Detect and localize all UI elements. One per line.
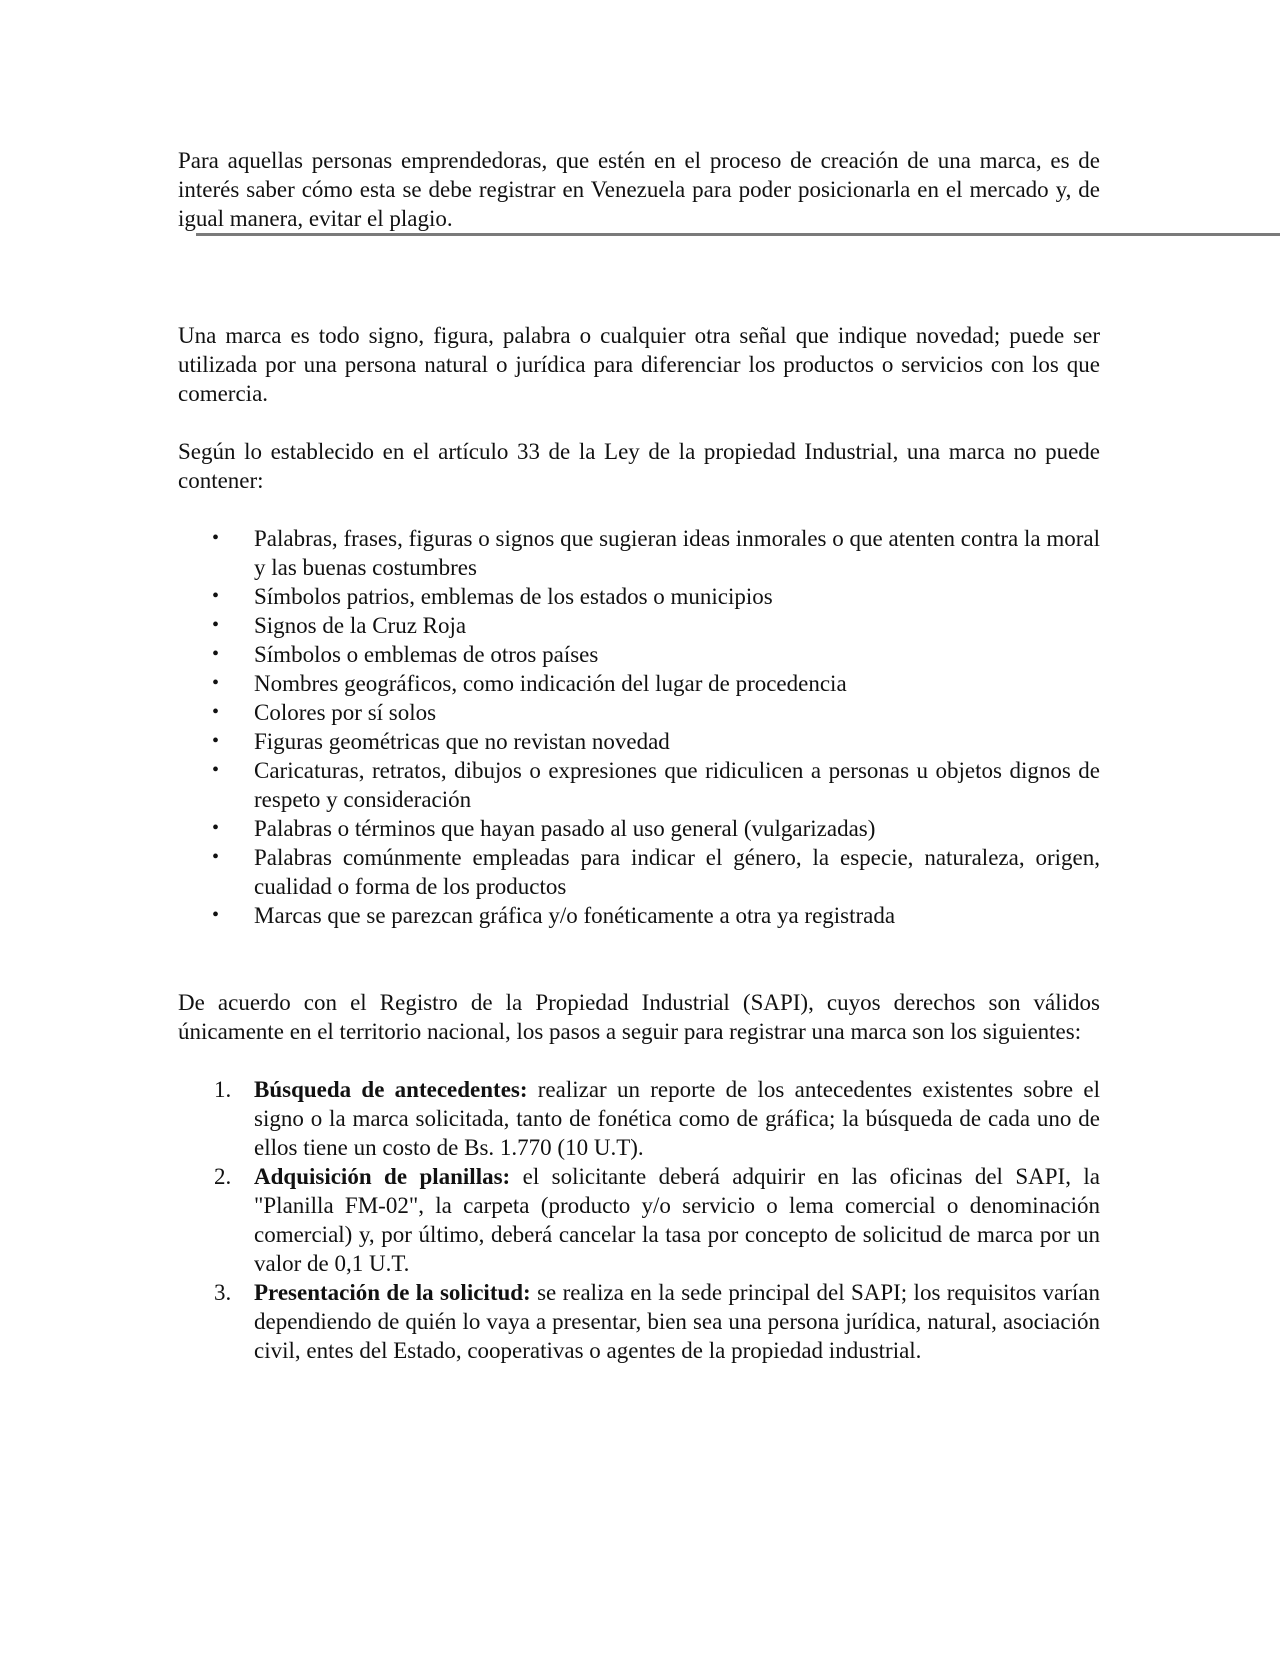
list-item: • Caricaturas, retratos, dibujos o expresiones que ridiculicen a personas u objetos dignos de respeto y consideración	[212, 758, 1100, 812]
list-item: • Símbolos patrios, emblemas de los estados o municipios	[212, 584, 773, 609]
list-item: • Nombres geográficos, como indicación del lugar de procedencia	[212, 671, 847, 696]
step-number: 3.	[214, 1280, 232, 1305]
step-title: Presentación de la solicitud:	[254, 1280, 531, 1305]
article-paragraph: Según lo establecido en el artículo 33 de la Ley de la propiedad Industrial, una marca no puede contener:	[178, 439, 1100, 493]
intro-paragraph: Para aquellas personas emprendedoras, que estén en el proceso de creación de una marca, es de interés saber cómo esta se debe registrar en Venezuela para poder posicionarla en el mercado y, de igual manera, evitar el plagio.	[178, 148, 1100, 231]
step-item	[178, 1278, 1100, 1365]
bullet-icon: •	[212, 759, 220, 781]
document-body	[178, 146, 1100, 1365]
bullet-icon: •	[212, 585, 220, 607]
bullet-icon: •	[212, 904, 220, 926]
list-item: • Signos de la Cruz Roja	[212, 613, 467, 638]
step-text: se realiza en la sede principal del SAPI; los requisitos varían dependiendo de quién lo vaya a presentar, bien sea una persona jurídica, natural, asociación civil, entes del Estado, cooperativas o agentes de la propiedad industrial.	[254, 1280, 1100, 1363]
list-item: • Palabras, frases, figuras o signos que sugieran ideas inmorales o que atenten contra la moral y las buenas costumbres	[212, 526, 1100, 580]
step-item	[178, 1075, 1100, 1162]
definition-paragraph: Una marca es todo signo, figura, palabra o cualquier otra señal que indique novedad; puede ser utilizada por una persona natural o jurídica para diferenciar los productos o servicios con los que comercia.	[178, 323, 1100, 406]
step-number: 1.	[214, 1077, 232, 1102]
step-text: realizar un reporte de los antecedentes existentes sobre el signo o la marca solicitada, tanto de fonética como de gráfica; la búsqueda de cada uno de ellos tiene un costo de Bs. 1.770 (10 U.T).	[254, 1077, 1100, 1160]
steps-list	[178, 1075, 1100, 1365]
list-item: • Figuras geométricas que no revistan novedad	[212, 729, 670, 754]
steps-intro-paragraph: De acuerdo con el Registro de la Propiedad Industrial (SAPI), cuyos derechos son válidos únicamente en el territorio nacional, los pasos a seguir para registrar una marca son los siguientes:	[178, 990, 1100, 1044]
bullet-icon: •	[212, 672, 220, 694]
bullet-icon: •	[212, 614, 220, 636]
step-title: Adquisición de planillas:	[254, 1164, 511, 1189]
step-item	[178, 1162, 1100, 1278]
restrictions-list	[178, 524, 1100, 930]
list-item: • Marcas que se parezcan gráfica y/o fonéticamente a otra ya registrada	[212, 903, 896, 928]
step-text: el solicitante deberá adquirir en las oficinas del SAPI, la "Planilla FM-02", la carpeta (producto y/o servicio o lema comercial o denominación comercial) y, por último, deberá cancelar la tasa por concepto de solicitud de marca por un valor de 0,1 U.T.	[254, 1164, 1100, 1276]
bullet-icon: •	[212, 527, 220, 549]
bullet-icon: •	[212, 730, 220, 752]
list-item: • Colores por sí solos	[212, 700, 437, 725]
bullet-icon: •	[212, 643, 220, 665]
list-item: • Palabras comúnmente empleadas para indicar el género, la especie, naturaleza, origen, cualidad o forma de los productos	[212, 845, 1100, 899]
step-title: Búsqueda de antecedentes:	[254, 1077, 528, 1102]
bullet-icon: •	[212, 701, 220, 723]
list-item: • Palabras o términos que hayan pasado al uso general (vulgarizadas)	[212, 816, 876, 841]
step-number: 2.	[214, 1164, 232, 1189]
bullet-icon: •	[212, 817, 220, 839]
bullet-icon: •	[212, 846, 220, 868]
list-item: • Símbolos o emblemas de otros países	[212, 642, 599, 667]
